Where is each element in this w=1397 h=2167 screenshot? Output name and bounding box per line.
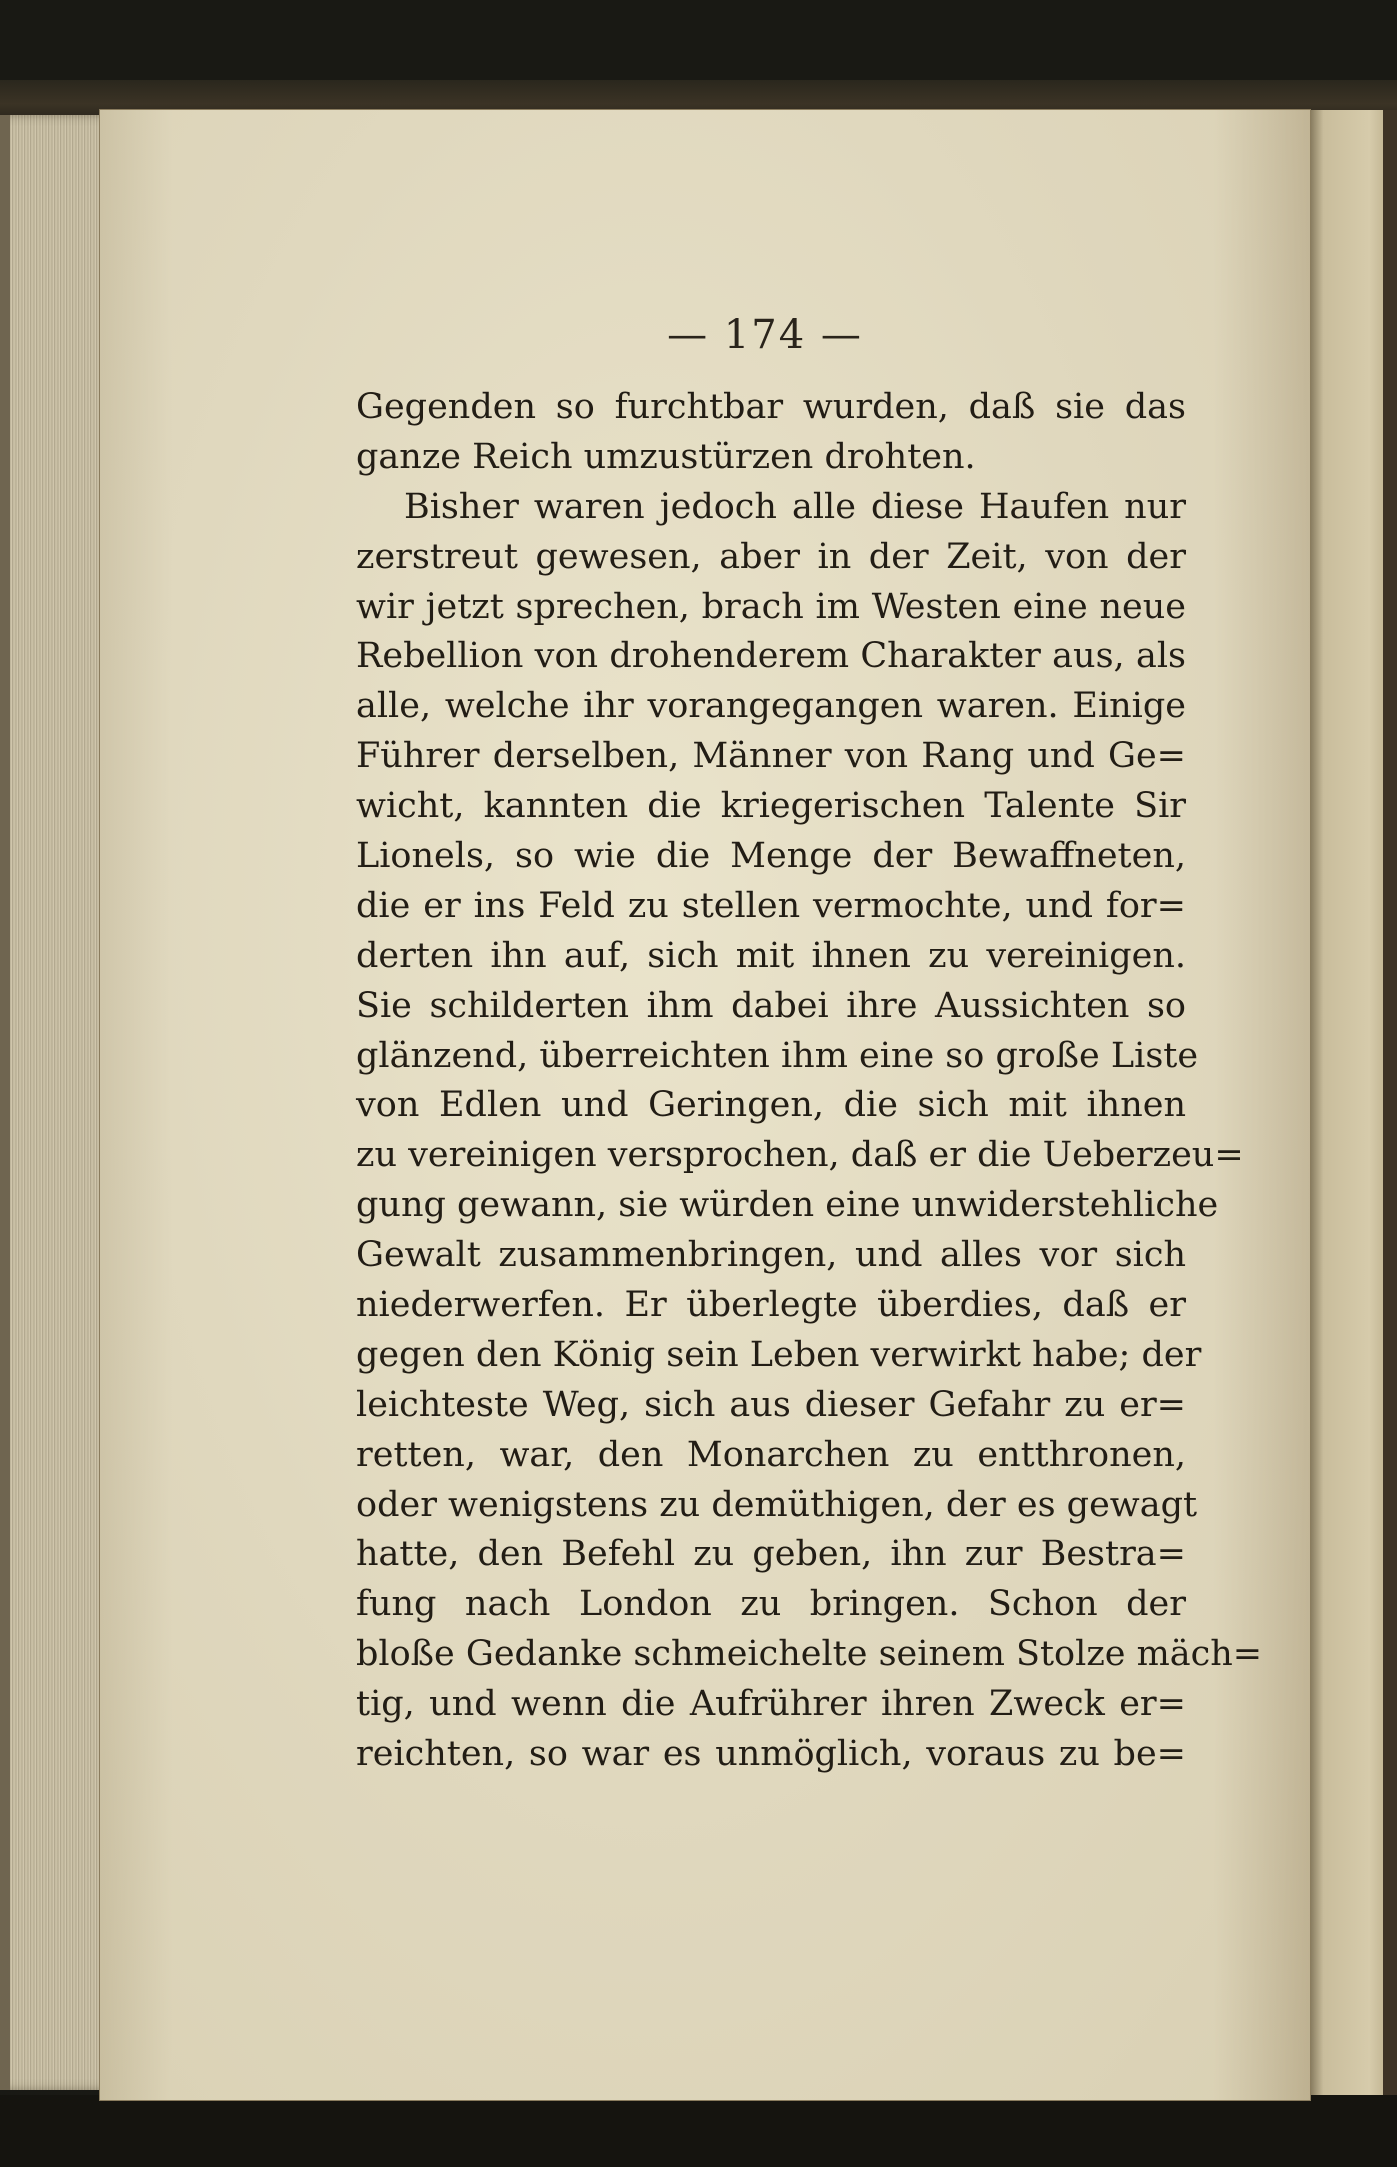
text-line: zu vereinigen versprochen, daß er die Ueberzeu=	[356, 1135, 1244, 1176]
text-line: ganze Reich umzustürzen drohten.	[356, 436, 976, 477]
text-line: von Edlen und Geringen, die sich mit ihnen	[356, 1085, 1186, 1126]
text-line: hatte, den Befehl zu geben, ihn zur Bestra=	[356, 1534, 1186, 1575]
text-line: fung nach London zu bringen. Schon der	[356, 1584, 1186, 1625]
text-line: wicht, kannten die kriegerischen Talente Sir	[356, 786, 1186, 827]
text-line: Rebellion von drohenderem Charakter aus, als	[356, 636, 1186, 677]
text-line: Lionels, so wie die Menge der Bewaffneten,	[356, 836, 1186, 877]
page-number-header: — 174 —	[667, 312, 863, 358]
text-line: gung gewann, sie würden eine unwiderstehliche	[356, 1185, 1219, 1226]
page-stack-edges	[0, 115, 115, 2090]
text-line: zerstreut gewesen, aber in der Zeit, von der	[356, 536, 1186, 577]
text-line: Bisher waren jedoch alle diese Haufen nur	[404, 486, 1186, 527]
text-line: alle, welche ihr vorangegangen waren. Einige	[356, 686, 1186, 727]
text-line: glänzend, überreichten ihm eine so große Liste	[356, 1035, 1199, 1076]
text-line: gegen den König sein Leben verwirkt habe; der	[356, 1334, 1202, 1375]
text-line: Gegenden so furchtbar wurden, daß sie das	[356, 387, 1186, 427]
facing-page-sliver	[1305, 110, 1397, 2100]
text-line: retten, war, den Monarchen zu entthronen,	[356, 1434, 1186, 1475]
text-line: oder wenigstens zu demüthigen, der es gewagt	[356, 1484, 1198, 1525]
book-cover-bottom-edge	[0, 2095, 1397, 2167]
text-line: tig, und wenn die Aufrührer ihren Zweck er=	[356, 1684, 1186, 1725]
text-line: Führer derselben, Männer von Rang und Ge=	[356, 736, 1186, 777]
text-line: Gewalt zusammenbringen, und alles vor sich	[356, 1235, 1186, 1276]
text-line: bloße Gedanke schmeichelte seinem Stolze mäch=	[356, 1634, 1263, 1675]
text-line: leichteste Weg, sich aus dieser Gefahr zu er=	[356, 1384, 1186, 1425]
text-line: Sie schilderten ihm dabei ihre Aussichten so	[356, 985, 1186, 1026]
text-line: reichten, so war es unmöglich, voraus zu be=	[356, 1734, 1186, 1775]
text-line: die er ins Feld zu stellen vermochte, und for=	[356, 885, 1186, 926]
text-line: wir jetzt sprechen, brach im Westen eine neue	[356, 586, 1186, 627]
text-line: derten ihn auf, sich mit ihnen zu vereinigen.	[356, 935, 1186, 976]
text-line: niederwerfen. Er überlegte überdies, daß er	[356, 1285, 1186, 1326]
body-text	[356, 383, 1263, 1780]
